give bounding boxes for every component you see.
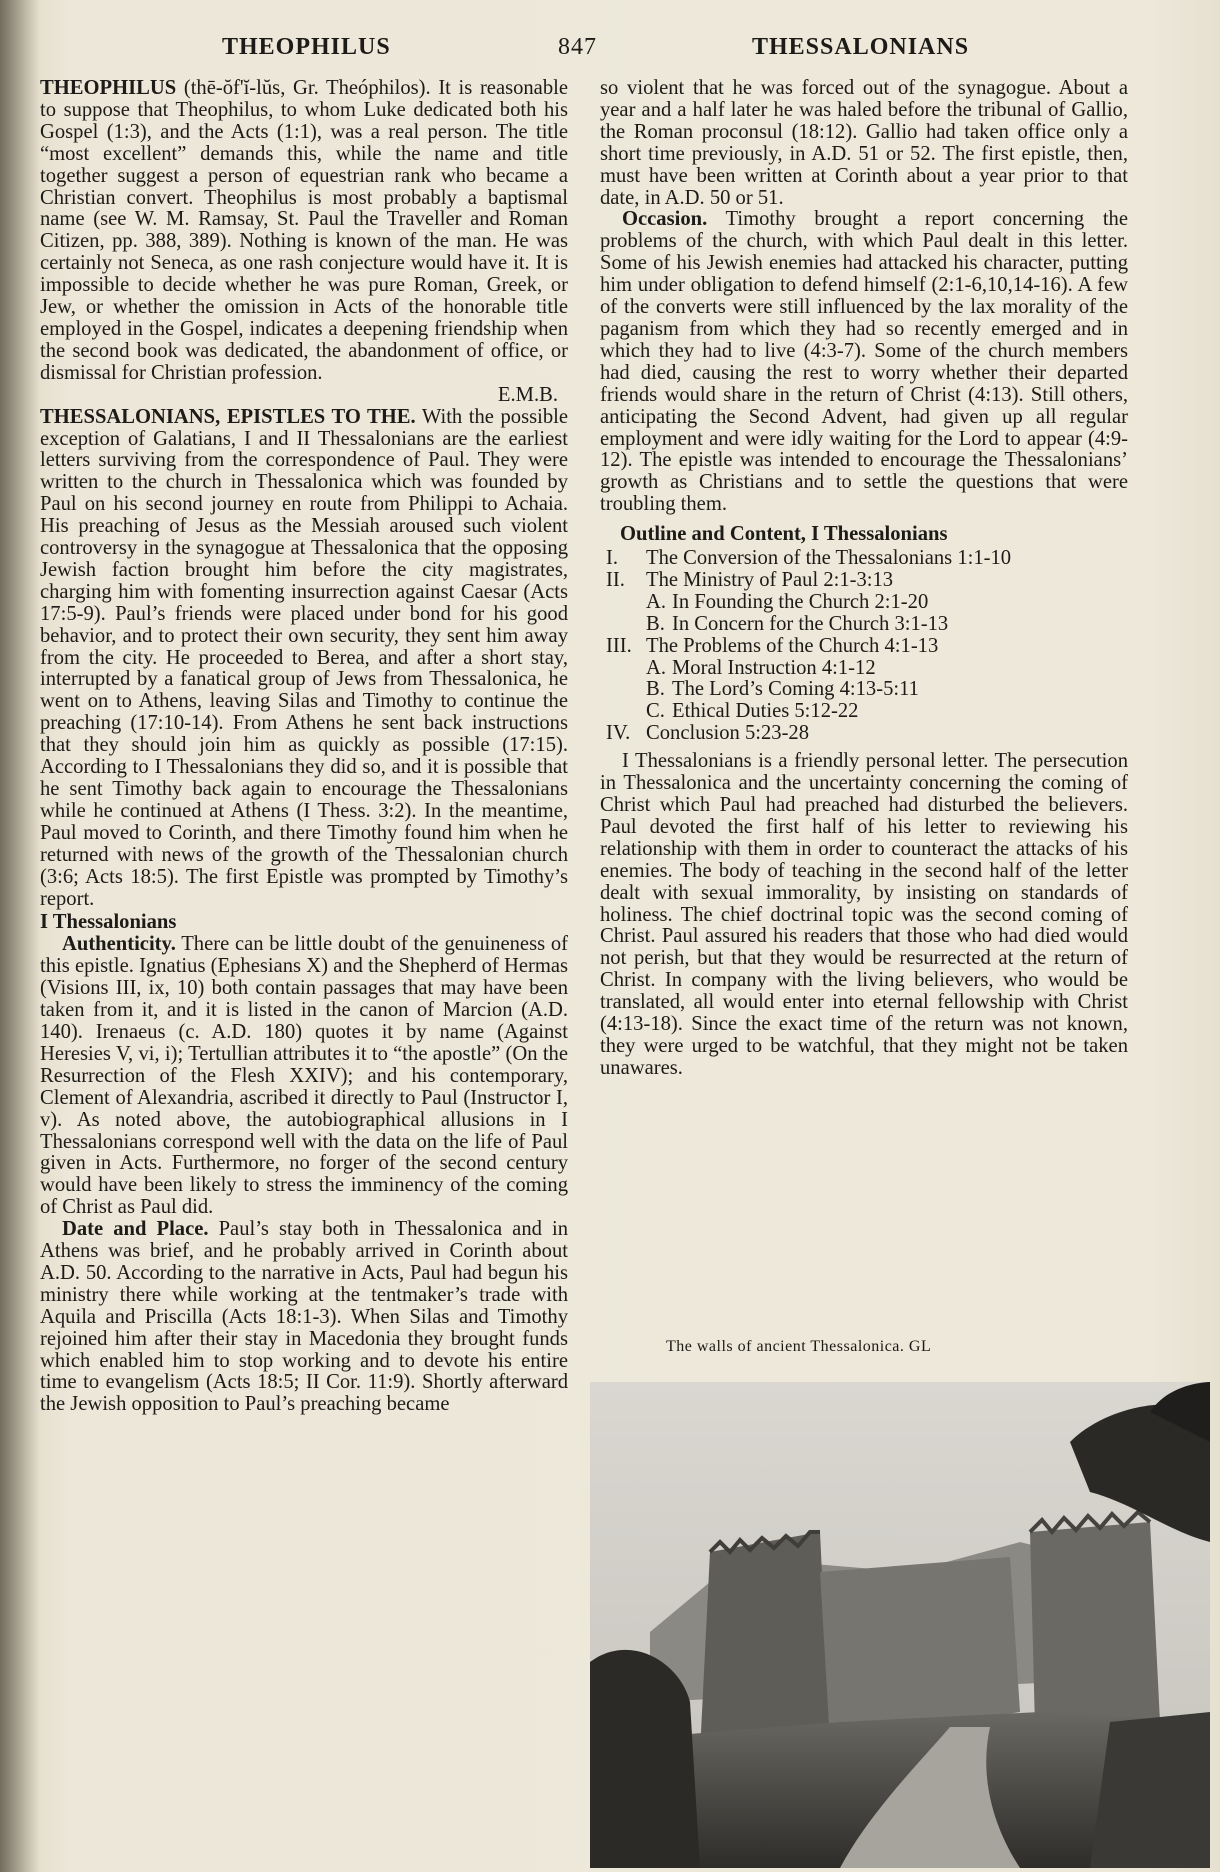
theophilus-entry	[40, 78, 568, 385]
outline-subitem-text: Moral Instruction 4:1-12	[672, 656, 876, 679]
binding-shadow	[0, 0, 40, 1872]
outline-item-number: III.	[606, 634, 632, 657]
entry-body-theophilus: (thē-ŏf'ĭ-lŭs, Gr. Theóphilos). It is reasonable to suppose that Theophilus, to whom Luke dedicated both his Gospel (1:3), and the Acts (1:1), was a real person. The title “most excellent” demands this, while the name and title together suggest a person of equestrian rank who became a Christian convert. Theophilus is most probably a baptismal name (see W. M. Ramsay, St. Paul the Traveller and Roman Citizen, pp. 388, 389). Nothing is known of the man. He was certainly not Seneca, as one rash conjecture would have it. It is impossible to decide whether he was pure Roman, Greek, or Jew, or whether the omission in Acts of the honorable title employed in the Gospel, indicates a deepening friendship when the second book was dedicated, the abandonment of office, or dismissal for Christian profession.	[40, 77, 568, 384]
outline-item-number: I.	[606, 547, 619, 570]
running-header	[0, 34, 1220, 74]
header-right-word: THESSALONIANS	[752, 34, 970, 60]
photo-illustration	[590, 1382, 1210, 1868]
authenticity-paragraph	[40, 934, 568, 1219]
outline-subitem-letter: C.	[646, 700, 665, 723]
outline-subitem-text: In Founding the Church 2:1-20	[672, 590, 929, 613]
date-place-paragraph	[40, 1219, 568, 1416]
outline-item-number: II.	[606, 568, 625, 591]
date-place-heading: Date and Place.	[62, 1218, 209, 1241]
right-column	[600, 78, 1128, 1080]
summary-paragraph: I Thessalonians is a friendly personal letter. The persecution in Thessalonica and the uncertainty concerning the coming of Christ which Paul had preached had disturbed the believers. Paul devoted the first half of his letter to reviewing his relationship with them in order to counteract the attacks of his enemies. The body of teaching in the second half of the letter dealt with sexual immorality, by insisting on standards of holiness. The chief doctrinal topic was the second coming of Christ. Paul assured his readers that those who had died would not perish, but that they would be resurrected at the return of Christ. In company with the living believers, who would be translated, all would enter into eternal fellowship with Christ (4:13-18). Since the exact time of the return was not known, they were urged to be watchful, that they might not be taken unawares.	[600, 750, 1128, 1079]
authenticity-heading: Authenticity.	[62, 933, 176, 956]
entry-body-thessalonians: With the possible exception of Galatians, I and II Thessalonians are the earliest letters surviving from the correspondence of Paul. They were written to the church in Thessalonica which was founded by Paul on his second journey en route from Philippi to Achaia. His preaching of Jesus as the Messiah aroused such violent controversy in the synagogue at Thessalonica that the opposing Jewish faction brought him before the city magistrates, charging him with fomenting insurrection against Caesar (Acts 17:5-9). Paul’s friends were placed under bond for his good behavior, and to protect their own security, they sent him away from the city. He proceeded to Berea, and after a short stay, interrupted by a fanatical group of Jews from Thessalonica, he went on to Athens, leaving Silas and Timothy to continue the preaching (17:10-14). From Athens he sent back instructions that they should join him as quickly as possible (17:15). According to I Thessalonians they did so, and it is possible that he sent Timothy back again to encourage the Thessalonians while he continued at Athens (I Thess. 3:2). In the meantime, Paul moved to Corinth, and there Timothy found him when he returned with news of the growth of the Thessalonian church (3:6; Acts 18:5). The first Epistle was prompted by Timothy’s report.	[40, 405, 569, 910]
outline-subitem-letter: B.	[646, 612, 665, 635]
outline-item-text: Conclusion 5:23-28	[646, 722, 810, 745]
outline-item	[600, 548, 1128, 570]
author-initials: E.M.B.	[497, 383, 558, 406]
entry-heading-thessalonians: THESSALONIANS, EPISTLES TO THE.	[40, 405, 416, 428]
occasion-paragraph	[600, 209, 1128, 516]
authenticity-text: There can be little doubt of the genuineness of this epistle. Ignatius (Ephesians X) and the Shepherd of Hermas (Visions III, ix, 10) both contain passages that may have been taken from it, and it is listed in the canon of Marcion (A.D. 140). Irenaeus (c. A.D. 180) quotes it by name (Against Heresies V, vi, i); Tertullian attributes it to “the apostle” (On the Resurrection of the Flesh XXIV); and his contemporary, Clement of Alexandria, ascribed it directly to Paul (Instructor I, v). As noted above, the autobiographical allusions in I Thessalonians correspond well with the data on the life of Paul given in Acts. Furthermore, no forger of the second century would have been likely to stress the imminency of the coming of Christ as Paul did.	[40, 933, 568, 1219]
outline-subitem	[600, 679, 1128, 701]
outline-subitem	[600, 592, 1128, 614]
outline-item-text: The Problems of the Church 4:1-13	[646, 634, 939, 657]
outline-subitem	[600, 614, 1128, 636]
outline-item-text: The Conversion of the Thessalonians 1:1-10	[646, 547, 1012, 570]
photo-walls-of-thessalonica	[590, 1382, 1210, 1868]
outline-item	[600, 636, 1128, 658]
outline-subitem-letter: A.	[646, 656, 667, 679]
outline-subitem-letter: B.	[646, 678, 665, 701]
page-number: 847	[558, 34, 597, 60]
outline-heading: Outline and Content, I Thessalonians	[620, 523, 948, 546]
outline-subitem	[600, 701, 1128, 723]
left-column	[40, 78, 568, 1416]
outline-item-text: The Ministry of Paul 2:1-3:13	[646, 568, 894, 591]
outline-subitem	[600, 658, 1128, 680]
photo-caption: The walls of ancient Thessalonica. GL	[666, 1338, 932, 1355]
outline-subitem-text: Ethical Duties 5:12-22	[672, 700, 859, 723]
date-place-text: Paul’s stay both in Thessalonica and in Athens was brief, and he probably arrived in Corinth about A.D. 50. According to the narrative in Acts, Paul had begun his ministry there while working at the tentmaker’s trade with Aquila and Priscilla (Acts 18:1-3). When Silas and Timothy rejoined him after their stay in Macedonia they brought funds which enabled him to stop working and to devote his entire time to evangelism (Acts 18:5; II Cor. 11:9). Shortly afterward the Jewish opposition to Paul’s preaching became	[40, 1218, 568, 1416]
outline-subitem-text: The Lord’s Coming 4:13-5:11	[672, 678, 919, 701]
section-heading-first-thessalonians: I Thessalonians	[40, 911, 177, 934]
occasion-heading: Occasion.	[622, 208, 708, 231]
header-left-word: THEOPHILUS	[222, 34, 391, 60]
outline-item	[600, 723, 1128, 745]
outline-item-number: IV.	[606, 722, 631, 745]
occasion-text: Timothy brought a report concerning the problems of the church, with which Paul dealt in this letter. Some of his Jewish enemies had attacked his character, putting him under obligation to defend himself (2:1-6,10,14-16). A few of the converts were still influenced by the lax morality of the paganism from which they had so recently emerged and in which they had to live (4:3-7). Some of the church members had died, causing the rest to worry whether their departed friends would share in the return of Christ (4:13). Still others, anticipating the Second Advent, had given up all regular employment and were idly waiting for the Lord to appear (4:9-12). The epistle was intended to encourage the Thessalonians’ growth as Christians and to settle the questions that were troubling them.	[600, 208, 1128, 516]
outline-list	[600, 548, 1128, 745]
outline-subitem-letter: A.	[646, 590, 667, 613]
thessalonians-entry	[40, 407, 568, 911]
outline-subitem-text: In Concern for the Church 3:1-13	[672, 612, 949, 635]
outline-item	[600, 570, 1128, 592]
entry-heading-theophilus: THEOPHILUS	[40, 77, 177, 99]
continued-paragraph: so violent that he was forced out of the synagogue. About a year and a half later he was haled before the tribunal of Gallio, the Roman proconsul (18:12). Gallio had taken office only a short time previously, in A.D. 51 or 52. The first epistle, then, must have been written at Corinth about a year prior to that date, in A.D. 50 or 51.	[600, 77, 1128, 209]
